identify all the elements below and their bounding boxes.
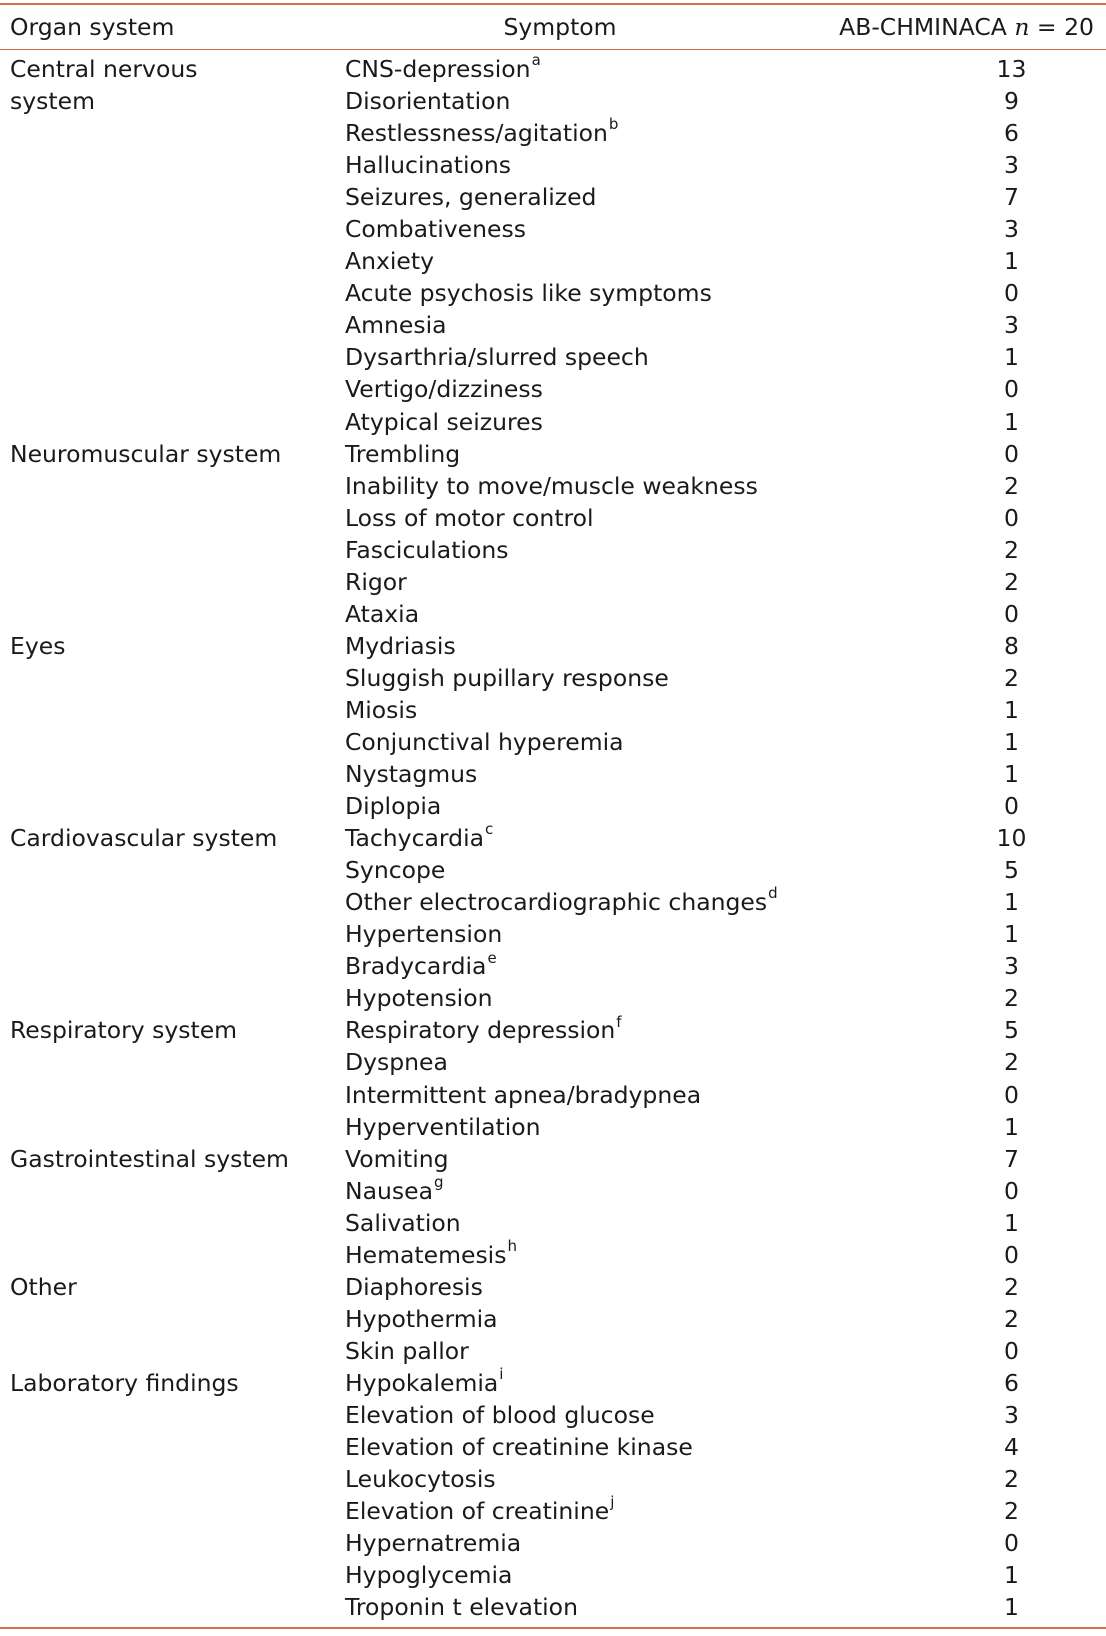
count-cell: 3 [1004, 1400, 1019, 1429]
symptom-name: Dyspnea [345, 1048, 448, 1077]
symptom-name: Hypokalemia [345, 1368, 499, 1397]
symptom-cell [345, 950, 955, 982]
count-cell: 2 [1004, 1272, 1019, 1301]
header-symptom: Symptom [503, 13, 617, 41]
table-row [0, 1046, 1106, 1078]
table-row [0, 662, 1106, 694]
organ-system-label: Neuromuscular system [10, 439, 282, 468]
symptom-cell [345, 758, 955, 790]
organ-system-label: Eyes [10, 631, 66, 660]
count-cell: 4 [1004, 1433, 1019, 1462]
table-row [0, 918, 1106, 950]
symptom-cell [345, 1431, 955, 1463]
table-row [0, 213, 1106, 245]
symptom-name: Hypertension [345, 920, 503, 949]
symptom-name: Elevation of blood glucose [345, 1400, 655, 1429]
count-cell: 2 [1004, 1497, 1019, 1526]
table-row [0, 566, 1106, 598]
symptom-cell [345, 149, 955, 181]
symptom-cell [345, 1172, 955, 1207]
count-cell: 13 [996, 55, 1027, 84]
symptom-name: Other electrocardiographic changes [345, 888, 768, 917]
symptom-name: Disorientation [345, 87, 511, 116]
symptom-name: Nausea [345, 1176, 433, 1205]
symptom-cell [345, 886, 955, 918]
symptom-name: Intermittent apnea/bradypnea [345, 1080, 702, 1109]
count-cell: 0 [1004, 279, 1019, 308]
organ-group [0, 1271, 1106, 1367]
header-count-eq: = 20 [1029, 13, 1094, 41]
symptom-name: Atypical seizures [345, 407, 543, 436]
symptom-cell [345, 1079, 955, 1111]
count-cell: 9 [1004, 87, 1019, 116]
symptom-name: Hypoglycemia [345, 1561, 513, 1590]
symptom-cell [345, 1399, 955, 1431]
footnote-marker: e [487, 948, 497, 967]
organ-system-label: Other [10, 1272, 77, 1301]
symptom-name: Amnesia [345, 311, 447, 340]
table-row [0, 1172, 1106, 1207]
footnote-marker: a [531, 51, 541, 70]
count-cell: 10 [996, 824, 1027, 853]
symptom-name: Loss of motor control [345, 503, 594, 532]
count-cell: 1 [1004, 407, 1019, 436]
table-row [0, 181, 1106, 213]
symptom-cell [345, 534, 955, 566]
symptom-cell [345, 1463, 955, 1495]
symptom-cell [345, 309, 955, 341]
symptom-name: Dysarthria/slurred speech [345, 343, 649, 372]
count-cell: 2 [1004, 471, 1019, 500]
symptom-cell [345, 694, 955, 726]
symptom-cell [345, 662, 955, 694]
table-row [0, 373, 1106, 405]
count-cell: 1 [1004, 1561, 1019, 1590]
count-cell: 6 [1004, 119, 1019, 148]
symptom-name: Vomiting [345, 1144, 449, 1173]
symptom-name: Tachycardia [345, 824, 485, 853]
count-cell: 1 [1004, 760, 1019, 789]
table-row [0, 1303, 1106, 1335]
table-row [0, 1495, 1106, 1527]
symptom-name: Syncope [345, 856, 446, 885]
symptom-name: Skin pallor [345, 1336, 469, 1365]
table-row [0, 1236, 1106, 1271]
symptom-cell [345, 726, 955, 758]
count-cell: 0 [1004, 599, 1019, 628]
count-cell: 0 [1004, 439, 1019, 468]
count-cell: 2 [1004, 1465, 1019, 1494]
symptom-cell [345, 85, 955, 117]
header-organ-system: Organ system [10, 13, 175, 41]
symptom-cell [345, 245, 955, 277]
symptom-cell [345, 213, 955, 245]
footnote-marker: b [608, 115, 619, 134]
table-row [0, 1207, 1106, 1239]
table-row [0, 470, 1106, 502]
symptom-cell [345, 1111, 955, 1143]
header-count [775, 11, 1106, 43]
count-cell: 0 [1004, 1529, 1019, 1558]
symptom-cell [345, 341, 955, 373]
table-row [0, 790, 1106, 822]
table-row [0, 694, 1106, 726]
symptom-cell [345, 1335, 955, 1367]
count-cell: 3 [1004, 215, 1019, 244]
footnote-marker: h [507, 1236, 517, 1255]
count-cell: 7 [1004, 183, 1019, 212]
symptom-name: Respiratory depression [345, 1016, 616, 1045]
symptom-name: Fasciculations [345, 535, 509, 564]
symptom-cell [345, 406, 955, 438]
table-row [0, 277, 1106, 309]
symptom-cell [345, 566, 955, 598]
count-cell: 0 [1004, 1080, 1019, 1109]
symptom-name: Rigor [345, 567, 407, 596]
count-cell: 1 [1004, 1208, 1019, 1237]
table-row [0, 534, 1106, 566]
symptom-cell [345, 1207, 955, 1239]
organ-group [0, 1014, 1106, 1142]
table-row [0, 886, 1106, 918]
symptom-name: Hypothermia [345, 1304, 498, 1333]
symptom-cell [345, 181, 955, 213]
count-cell: 6 [1004, 1368, 1019, 1397]
symptom-name: Trembling [345, 439, 461, 468]
symptom-name: Nystagmus [345, 760, 478, 789]
count-cell: 7 [1004, 1144, 1019, 1173]
table-row [0, 245, 1106, 277]
table-row [0, 1399, 1106, 1431]
count-cell: 0 [1004, 1336, 1019, 1365]
table-row [0, 341, 1106, 373]
count-cell: 0 [1004, 792, 1019, 821]
symptom-name: Diaphoresis [345, 1272, 483, 1301]
symptom-name: Restlessness/agitation [345, 119, 608, 148]
table-row [0, 1559, 1106, 1591]
count-cell: 2 [1004, 567, 1019, 596]
symptom-name: Ataxia [345, 599, 420, 628]
header-count-label: AB-CHMINACA [839, 13, 1007, 41]
table-row [0, 726, 1106, 758]
symptom-cell [345, 822, 955, 854]
symptom-cell [345, 1271, 955, 1303]
symptom-cell [345, 53, 955, 85]
symptom-name: Bradycardia [345, 952, 487, 981]
count-cell: 2 [1004, 535, 1019, 564]
footnote-marker: c [485, 820, 494, 839]
count-cell: 0 [1004, 1240, 1019, 1269]
symptom-name: Hematemesis [345, 1240, 507, 1269]
organ-system-label: Central nervous system [10, 55, 198, 115]
count-cell: 3 [1004, 952, 1019, 981]
table-row [0, 758, 1106, 790]
table-row [0, 406, 1106, 438]
table-row [0, 950, 1106, 982]
table-row [0, 854, 1106, 886]
table-bottom-rule [0, 1627, 1106, 1629]
symptom-cell [345, 1014, 955, 1046]
symptom-name: Salivation [345, 1208, 461, 1237]
organ-system-label: Cardiovascular system [10, 824, 278, 853]
symptom-cell [345, 1143, 955, 1175]
symptom-name: Anxiety [345, 247, 434, 276]
symptom-cell [345, 982, 955, 1014]
organ-system-label: Laboratory findings [10, 1368, 239, 1397]
count-cell: 1 [1004, 343, 1019, 372]
count-cell: 1 [1004, 920, 1019, 949]
symptom-cell [345, 1236, 955, 1271]
symptom-cell [345, 918, 955, 950]
footnote-marker: i [499, 1365, 504, 1384]
count-cell: 2 [1004, 663, 1019, 692]
symptom-name: Leukocytosis [345, 1465, 496, 1494]
symptom-name: Hyperventilation [345, 1112, 541, 1141]
count-cell: 1 [1004, 695, 1019, 724]
count-cell: 3 [1004, 151, 1019, 180]
header-count-n: n [1014, 13, 1030, 41]
table-row [0, 982, 1106, 1014]
organ-group [0, 1143, 1106, 1271]
organ-group [0, 822, 1106, 1014]
count-cell: 2 [1004, 984, 1019, 1013]
table-body [0, 50, 1106, 1623]
count-cell: 1 [1004, 1593, 1019, 1622]
count-cell: 0 [1004, 375, 1019, 404]
count-cell: 1 [1004, 1112, 1019, 1141]
symptom-name: Miosis [345, 695, 418, 724]
table-row [0, 1111, 1106, 1143]
footnote-marker: g [433, 1172, 444, 1191]
table-row [0, 117, 1106, 149]
table-row [0, 309, 1106, 341]
symptom-name: Hallucinations [345, 151, 512, 180]
symptom-name: Combativeness [345, 215, 526, 244]
table-row [0, 1079, 1106, 1111]
count-cell: 1 [1004, 888, 1019, 917]
count-cell: 2 [1004, 1304, 1019, 1333]
table-row [0, 1335, 1106, 1367]
symptom-cell [345, 1367, 955, 1399]
symptom-cell [345, 1591, 955, 1623]
symptom-cell [345, 1527, 955, 1559]
symptom-cell [345, 373, 955, 405]
symptom-name: Sluggish pupillary response [345, 663, 669, 692]
table-row [0, 1463, 1106, 1495]
count-cell: 5 [1004, 856, 1019, 885]
symptom-name: Acute psychosis like symptoms [345, 279, 712, 308]
table-row [0, 1527, 1106, 1559]
symptom-name: Conjunctival hyperemia [345, 728, 624, 756]
symptom-cell [345, 117, 955, 149]
symptom-name: Troponin t elevation [345, 1593, 578, 1622]
symptom-cell [345, 1495, 955, 1527]
footnote-marker: j [610, 1493, 615, 1512]
symptom-cell [345, 277, 955, 309]
organ-group [0, 630, 1106, 822]
organ-group [0, 438, 1106, 630]
symptom-cell [345, 630, 955, 662]
count-cell: 1 [1004, 728, 1019, 756]
count-cell: 2 [1004, 1048, 1019, 1077]
symptom-name: Elevation of creatinine kinase [345, 1433, 693, 1462]
table-row [0, 1591, 1106, 1623]
symptom-name: Vertigo/dizziness [345, 375, 543, 404]
symptom-cell [345, 438, 955, 470]
table-row [0, 502, 1106, 534]
symptom-cell [345, 1559, 955, 1591]
symptom-name: Inability to move/muscle weakness [345, 471, 758, 500]
count-cell: 5 [1004, 1016, 1019, 1045]
symptom-cell [345, 790, 955, 822]
count-cell: 3 [1004, 311, 1019, 340]
count-cell: 0 [1004, 503, 1019, 532]
symptom-name: Elevation of creatinine [345, 1497, 610, 1526]
symptom-name: Diplopia [345, 792, 442, 821]
symptom-cell [345, 598, 955, 630]
organ-group [0, 1367, 1106, 1623]
symptom-name: Mydriasis [345, 631, 456, 660]
footnote-marker: d [768, 884, 778, 903]
table-row [0, 1431, 1106, 1463]
count-cell: 0 [1004, 1176, 1019, 1205]
table-row [0, 598, 1106, 630]
count-cell: 1 [1004, 247, 1019, 276]
symptom-cell [345, 470, 955, 502]
symptom-cell [345, 1046, 955, 1078]
organ-system-label: Respiratory system [10, 1016, 238, 1045]
symptom-name: Hypernatremia [345, 1529, 522, 1558]
organ-system-label: Gastrointestinal system [10, 1144, 289, 1173]
symptom-name: Hypotension [345, 984, 493, 1013]
symptom-cell [345, 502, 955, 534]
table-header-row [0, 5, 1106, 49]
symptom-name: Seizures, generalized [345, 183, 597, 212]
table-row [0, 149, 1106, 181]
count-cell: 8 [1004, 631, 1019, 660]
symptom-name: CNS-depression [345, 55, 531, 84]
symptom-cell [345, 854, 955, 886]
footnote-marker: f [616, 1012, 622, 1031]
organ-group [0, 53, 1106, 438]
symptom-cell [345, 1303, 955, 1335]
